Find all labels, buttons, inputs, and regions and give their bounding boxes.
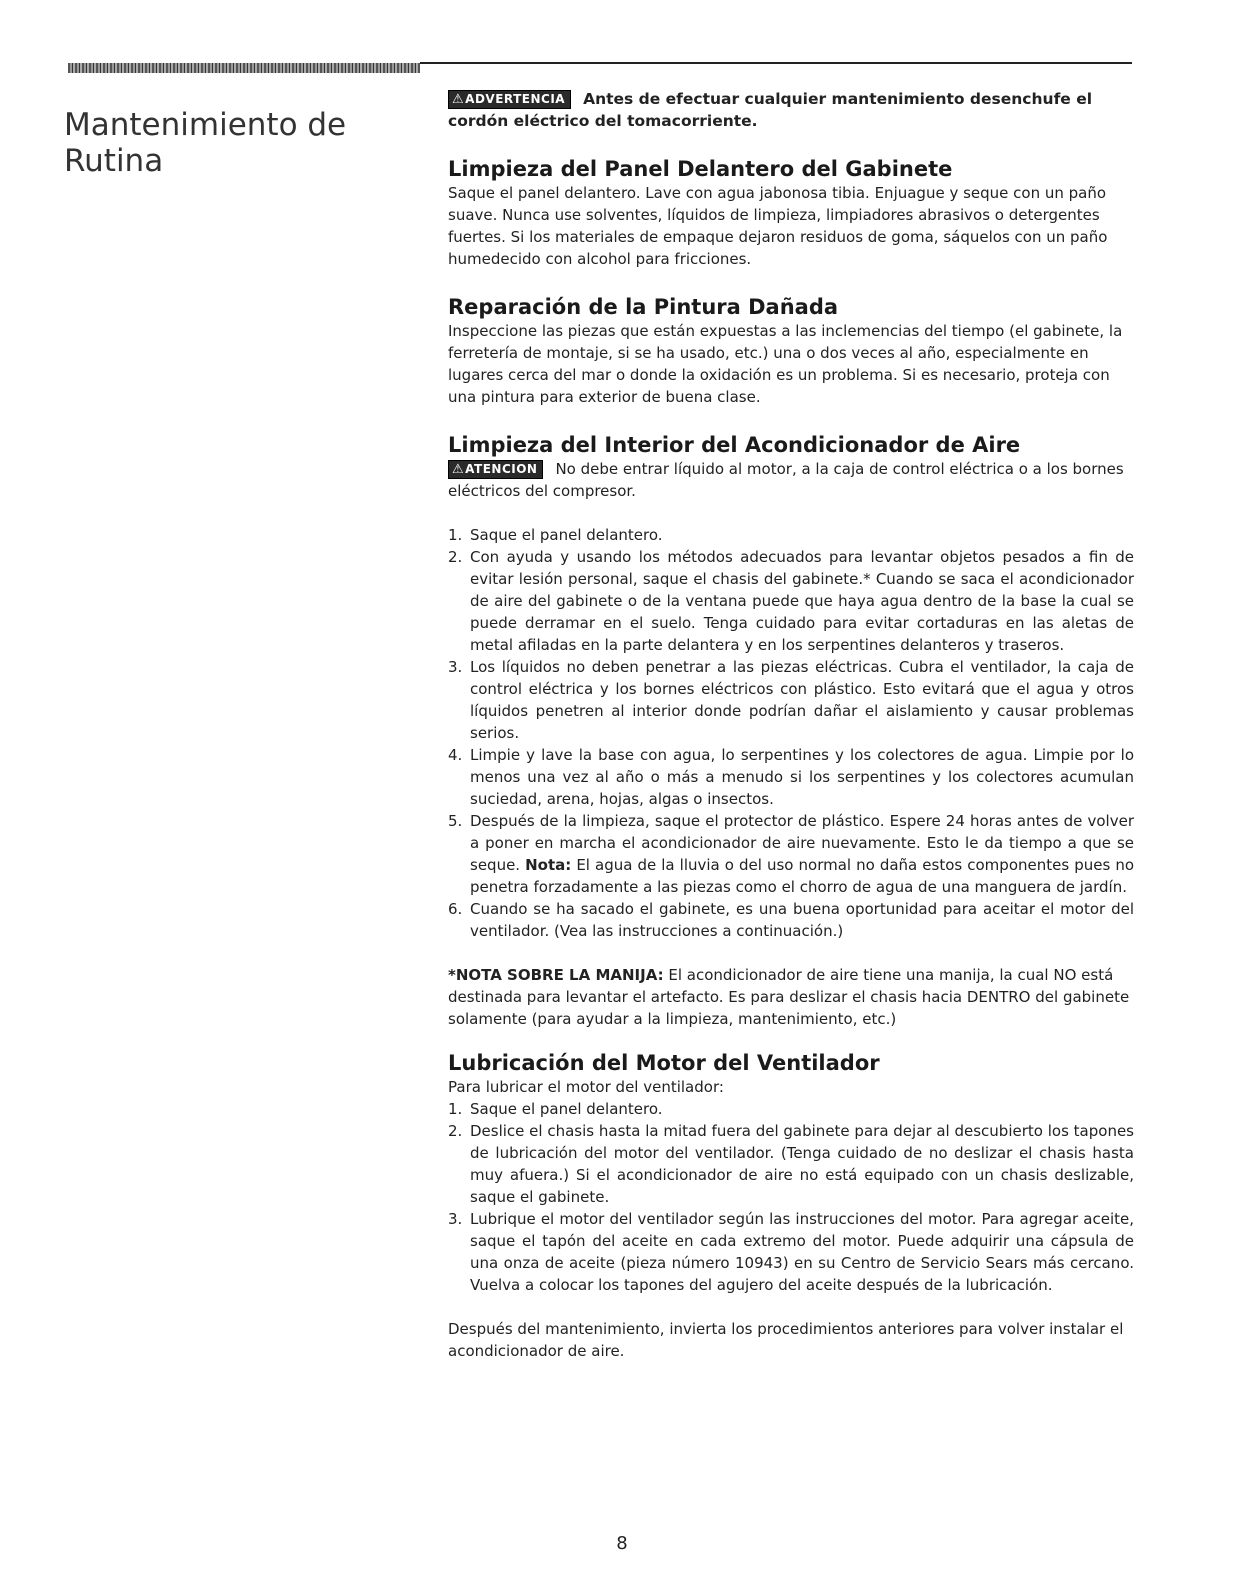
caution-badge-label: ATENCION bbox=[465, 462, 538, 476]
nota-label: Nota: bbox=[525, 856, 572, 874]
lubricacion-steps bbox=[448, 1098, 1134, 1296]
handle-note-text: El acondicionador de aire tiene una manija, la cual NO está destinada para levantar el artefacto. Es para deslizar el chasis hacia DENTRO del gabinete solamente (para ayudar a la limpieza, mantenimiento, etc.) bbox=[448, 966, 1130, 1028]
panel-body: Saque el panel delantero. Lave con agua jabonosa tibia. Enjuague y seque con un paño suave. Nunca use solventes, líquidos de limpieza, limpiadores abrasivos o detergentes fuertes. Si los materiales de empaque dejaron residuos de goma, sáquelos con un paño humedecido con alcohol para fricciones. bbox=[448, 184, 1108, 268]
caution-text: No debe entrar líquido al motor, a la caja de control eléctrica o a los bornes eléctricos del compresor. bbox=[448, 460, 1124, 500]
page-number: 8 bbox=[616, 1533, 628, 1554]
heading-panel: Limpieza del Panel Delantero del Gabinete bbox=[448, 157, 953, 181]
heading-lubricacion: Lubricación del Motor del Ventilador bbox=[448, 1051, 880, 1075]
list-item: 4. Limpie y lave la base con agua, lo serpentines y los colectores de agua. Limpie por lo menos una vez al año o más a menudo si los serpentines y los colectores acumulan suciedad, arena, hojas, algas o insectos. bbox=[448, 746, 1134, 808]
warning-badge bbox=[448, 90, 571, 109]
caution-triangle-icon: ⚠ bbox=[452, 462, 465, 477]
pintura-body: Inspeccione las piezas que están expuestas a las inclemencias del tiempo (el gabinete, la ferretería de montaje, si se ha usado, etc.) una o dos veces al año, especialmente en lugares cerca del mar o donde la oxidación es un problema. Si es necesario, proteja con una pintura para exterior de buena clase. bbox=[448, 322, 1123, 406]
handle-note bbox=[448, 964, 1134, 1030]
header-rule-thick bbox=[68, 63, 420, 73]
list-item: 3. Los líquidos no deben penetrar a las piezas eléctricas. Cubra el ventilador, la caja de control eléctrica y los bornes eléctricos con plástico. Esto evitará que el agua y otros líquidos penetren al interior donde podrían dañar el aislamiento y causar problemas serios. bbox=[448, 658, 1134, 742]
closing-text: Después del mantenimiento, invierta los procedimientos anteriores para volver instalar el acondicionador de aire. bbox=[448, 1320, 1124, 1360]
main-content bbox=[448, 88, 1134, 1362]
heading-pintura: Reparación de la Pintura Dañada bbox=[448, 295, 839, 319]
interior-steps bbox=[448, 524, 1134, 942]
caution-badge bbox=[448, 460, 543, 479]
list-item: 3. Lubrique el motor del ventilador según las instrucciones del motor. Para agregar aceite, saque el tapón del aceite en cada extremo del motor. Puede adquirir una cápsula de una onza de aceite (pieza número 10943) en su Centro de Servicio Sears más cercano. Vuelva a colocar los tapones del agujero del aceite después de la lubricación. bbox=[448, 1210, 1134, 1294]
list-item: 6. Cuando se ha sacado el gabinete, es una buena oportunidad para aceitar el motor del ventilador. (Vea las instrucciones a continuación.) bbox=[448, 900, 1134, 940]
warning-triangle-icon: ⚠ bbox=[452, 92, 465, 107]
section-title: Mantenimiento de Rutina bbox=[64, 106, 347, 179]
handle-note-label: *NOTA SOBRE LA MANIJA: bbox=[448, 966, 664, 984]
warning-text: Antes de efectuar cualquier mantenimiento desenchufe el cordón eléctrico del tomacorriente. bbox=[448, 90, 1093, 130]
lubricacion-intro: Para lubricar el motor del ventilador: bbox=[448, 1078, 724, 1096]
list-item: 2. Deslice el chasis hasta la mitad fuera del gabinete para dejar al descubierto los tapones de lubricación del motor del ventilador. (Tenga cuidado de no deslizar el chasis hasta muy afuera.) Si el acondicionador de aire no está equipado con un chasis deslizable, saque el gabinete. bbox=[448, 1122, 1134, 1206]
list-item: 1. Saque el panel delantero. bbox=[448, 1100, 663, 1118]
warning-block bbox=[448, 88, 1134, 132]
list-item: 2. Con ayuda y usando los métodos adecuados para levantar objetos pesados a fin de evitar lesión personal, saque el chasis del gabinete.* Cuando se saca el acondicionador de aire del gabinete o de la ventana puede que haya agua dentro de la base la cual se puede derramar en el suelo. Tenga cuidado para evitar cortaduras en las aletas de metal afiladas en la parte delantera y en los serpentines delanteros y traseros. bbox=[448, 548, 1134, 654]
warning-badge-label: ADVERTENCIA bbox=[465, 92, 566, 106]
caution-block bbox=[448, 458, 1134, 502]
list-item: 5. Después de la limpieza, saque el protector de plástico. Espere 24 horas antes de volver a poner en marcha el acondicionador de aire nuevamente. Esto le da tiempo a que se seque. Nota: El agua de la lluvia o del uso normal no daña estos componentes pues no penetra forzadamente a las piezas como el chorro de agua de una manguera de jardín. bbox=[448, 812, 1135, 896]
header-rule-thin bbox=[420, 62, 1132, 64]
list-item: 1. Saque el panel delantero. bbox=[448, 526, 663, 544]
heading-interior: Limpieza del Interior del Acondicionador de Aire bbox=[448, 433, 1021, 457]
